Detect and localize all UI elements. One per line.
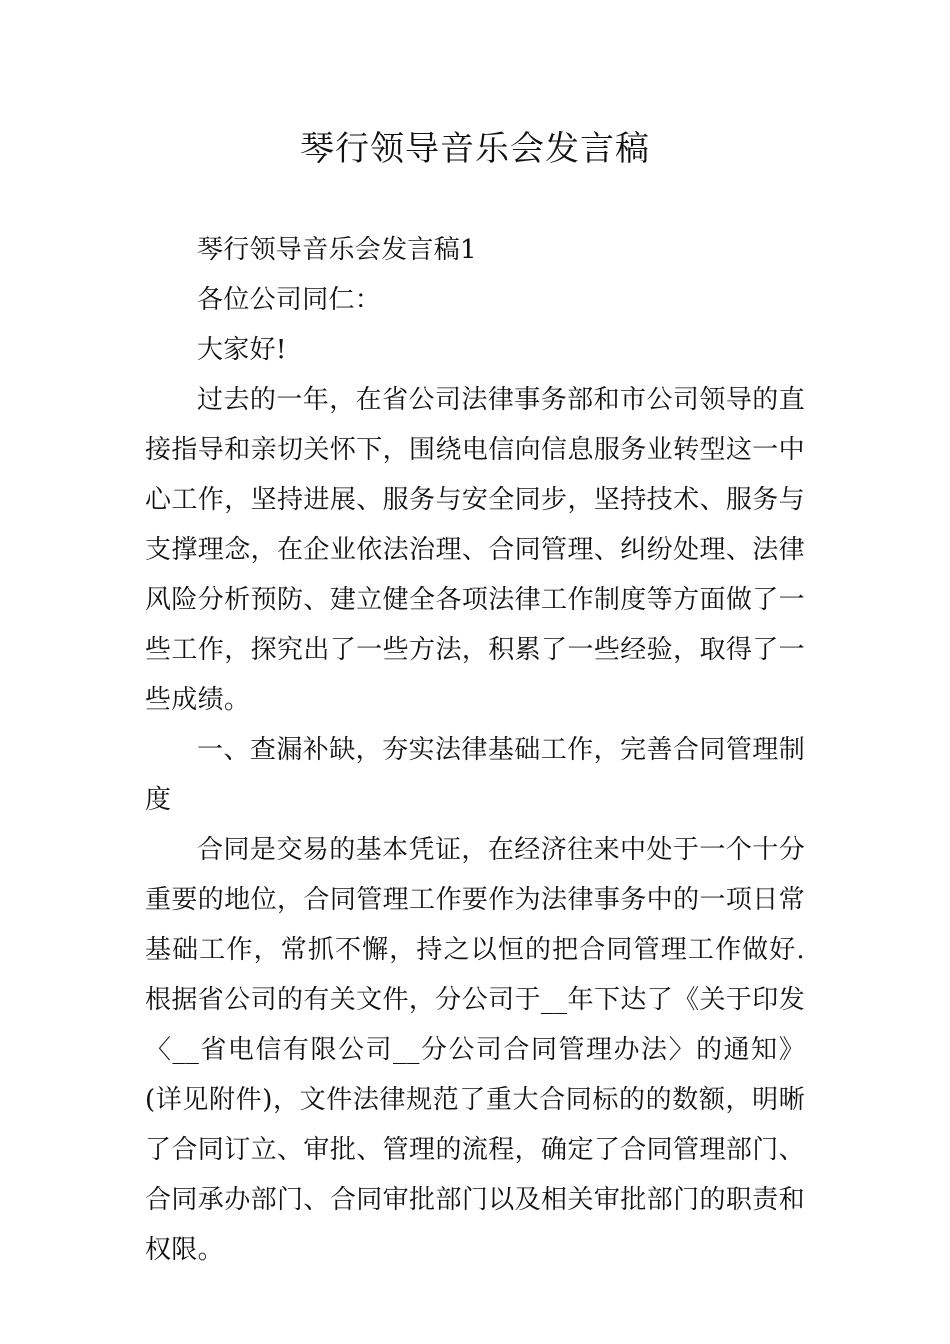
paragraph-salutation: 各位公司同仁：: [197, 285, 382, 315]
document-body: [145, 225, 805, 1275]
paragraph-intro: 过去的一年，在省公司法律事务部和市公司领导的直接指导和亲切关怀下，围绕电信向信息服务业转型这一中心工作，坚持进展、服务与安全同步，坚持技术、服务与支撑理念，在企业依法治理、合同管理、纠纷处理、法律风险分析预防、建立健全各项法律工作制度等方面做了一些工作，探究出了一些方法，积累了一些经验，取得了一些成绩。: [145, 385, 805, 715]
paragraph-subtitle: 琴行领导音乐会发言稿1: [197, 235, 477, 265]
paragraph-contract: 合同是交易的基本凭证，在经济往来中处于一个十分重要的地位，合同管理工作要作为法律事务中的一项日常基础工作，常抓不懈，持之以恒的把合同管理工作做好.根据省公司的有关文件，分公司于__年下达了《关于印发〈__省电信有限公司__分公司合同管理办法〉的通知》(详见附件)，文件法律规范了重大合同标的的数额，明晰了合同订立、审批、管理的流程，确定了合同管理部门、合同承办部门、合同审批部门以及相关审批部门的职责和权限。: [145, 835, 805, 1265]
paragraph-greeting: 大家好!: [197, 335, 287, 365]
document-title: 琴行领导音乐会发言稿: [300, 129, 650, 169]
paragraph-section-heading: 一、查漏补缺，夯实法律基础工作，完善合同管理制度: [145, 735, 805, 815]
